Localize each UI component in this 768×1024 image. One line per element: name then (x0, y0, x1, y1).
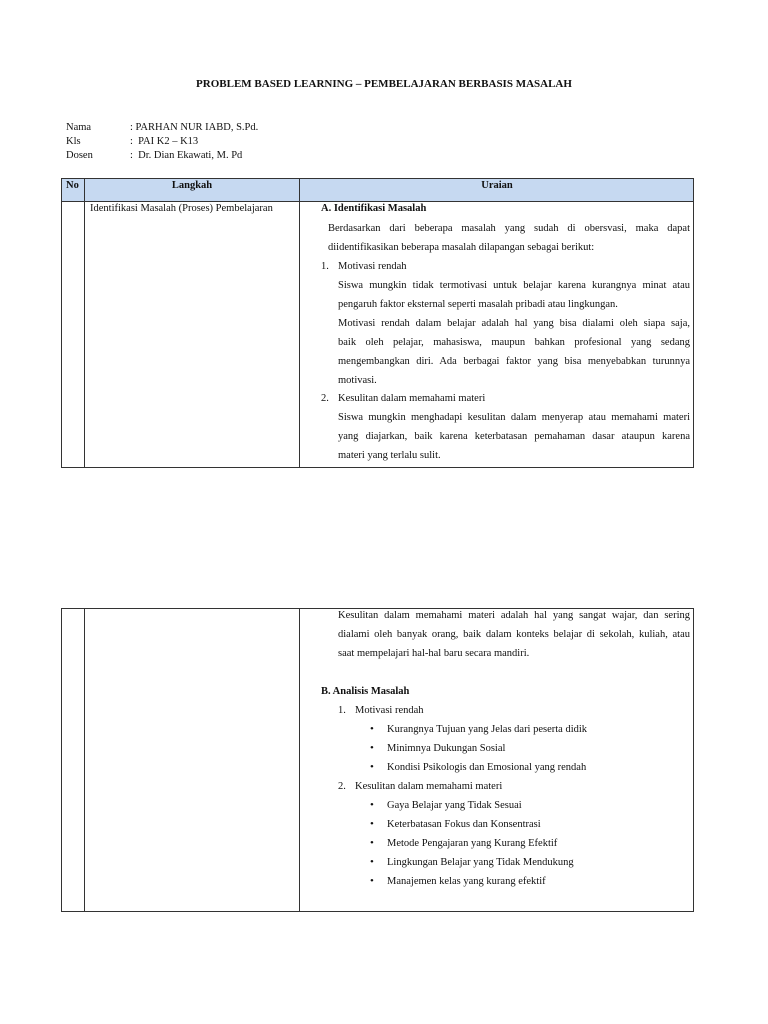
list-item (370, 739, 690, 758)
text-line: materi yang terlalu sulit. (338, 450, 441, 461)
student-info (66, 121, 258, 163)
bullet-text: Minimnya Dukungan Sosial (387, 743, 506, 754)
list-item (370, 872, 690, 891)
table-header (62, 179, 693, 202)
list-item (370, 758, 690, 777)
page-title: PROBLEM BASED LEARNING – PEMBELAJARAN BERBASIS MASALAH (196, 78, 572, 90)
info-row-kls (66, 135, 258, 149)
section-a-item-1-body (338, 276, 690, 390)
pbl-table-part-1 (61, 178, 694, 468)
langkah-cell: Identifikasi Masalah (Proses) Pembelajaran (90, 203, 273, 214)
text-line: yang diajarkan, baik karena keterbatasan pemahaman dasar ataupun karena (338, 431, 690, 442)
continuation-text (338, 606, 690, 663)
bullet-text: Manajemen kelas yang kurang efektif (387, 876, 546, 887)
section-b-title: B. Analisis Masalah (321, 686, 410, 697)
section-a-item-1 (321, 257, 691, 276)
list-item (370, 796, 690, 815)
bullet-text: Metode Pengajaran yang Kurang Efektif (387, 838, 558, 849)
item-title: Kesulitan dalam memahami materi (355, 781, 503, 792)
section-a-item-2-body (338, 408, 690, 465)
list-item (370, 815, 690, 834)
column-divider (299, 609, 300, 911)
column-divider (299, 179, 300, 467)
text-line: Kesulitan dalam memahami materi adalah hal yang sangat wajar, dan sering (338, 610, 690, 621)
section-a-item-2 (321, 389, 691, 408)
info-label: Nama (66, 122, 92, 133)
bullet-icon: • (370, 742, 374, 754)
column-divider (84, 609, 85, 911)
bullet-icon: • (370, 723, 374, 735)
bullet-text: Keterbatasan Fokus dan Konsentrasi (387, 819, 541, 830)
bullet-icon: • (370, 799, 374, 811)
column-divider (84, 179, 85, 467)
pbl-table-part-2 (61, 608, 694, 912)
text-line: baik oleh pelajar, mahasiswa, maupun bahkan profesional yang sedang (338, 337, 690, 348)
text-line: Siswa mungkin tidak termotivasi untuk belajar karena kurangnya minat atau (338, 280, 690, 291)
bullet-text: Gaya Belajar yang Tidak Sesuai (387, 800, 522, 811)
bullet-text: Lingkungan Belajar yang Tidak Mendukung (387, 857, 574, 868)
text-line: Siswa mungkin menghadapi kesulitan dalam menyerap atau memahami materi (338, 412, 690, 423)
header-langkah: Langkah (171, 180, 213, 191)
info-label: Dosen (66, 150, 93, 161)
info-label: Kls (66, 136, 81, 147)
section-b-item-1-bullets (370, 720, 690, 777)
bullet-icon: • (370, 875, 374, 887)
item-heading (338, 701, 690, 720)
bullet-icon: • (370, 761, 374, 773)
item-heading (338, 777, 690, 796)
section-a-title: A. Identifikasi Masalah (321, 203, 427, 214)
text-line: saat mempelajari hal-hal baru secara mandiri. (338, 648, 530, 659)
item-heading (321, 389, 691, 408)
text-line: mengembangkan diri. Ada berbagai faktor yang bisa menyebabkan turunnya (338, 356, 690, 367)
bullet-icon: • (370, 818, 374, 830)
item-title: Motivasi rendah (355, 705, 424, 716)
bullet-text: Kondisi Psikologis dan Emosional yang rendah (387, 762, 587, 773)
info-value: : PAI K2 – K13 (130, 136, 199, 147)
info-value: : Dr. Dian Ekawati, M. Pd (130, 150, 243, 161)
item-number: 2. (338, 781, 346, 792)
text-line: Berdasarkan dari beberapa masalah yang sudah di obersvasi, maka dapat (328, 223, 690, 234)
item-title: Motivasi rendah (338, 261, 407, 272)
info-row-nama (66, 121, 258, 135)
text-line: motivasi. (338, 375, 377, 386)
item-number: 2. (321, 393, 329, 404)
item-number: 1. (321, 261, 329, 272)
bullet-text: Kurangnya Tujuan yang Jelas dari peserta didik (387, 724, 588, 735)
section-a-heading (321, 202, 691, 216)
item-number: 1. (338, 705, 346, 716)
header-uraian: Uraian (481, 180, 513, 191)
bullet-icon: • (370, 837, 374, 849)
text-line: dialami oleh banyak orang, baik dalam konteks belajar di sekolah, kuliah, atau (338, 629, 690, 640)
bullet-icon: • (370, 856, 374, 868)
section-b-item-2-bullets (370, 796, 690, 891)
item-title: Kesulitan dalam memahami materi (338, 393, 486, 404)
text-line: pengaruh faktor eksternal seperti masalah pribadi atau lingkungan. (338, 299, 618, 310)
section-b-heading (321, 682, 691, 701)
text-line: diidentifikasikan beberapa masalah dilapangan sebagai berikut: (328, 242, 595, 253)
section-b-item-1 (338, 701, 690, 720)
text-line: Motivasi rendah dalam belajar adalah hal yang bisa dialami oleh siapa saja, (338, 318, 690, 329)
info-row-dosen (66, 149, 258, 163)
section-a-intro (328, 219, 690, 257)
list-item (370, 720, 690, 739)
item-heading (321, 257, 691, 276)
list-item (370, 834, 690, 853)
list-item (370, 853, 690, 872)
info-value: : PARHAN NUR IABD, S.Pd. (130, 122, 259, 133)
section-b-item-2 (338, 777, 690, 796)
header-no: No (66, 180, 79, 191)
